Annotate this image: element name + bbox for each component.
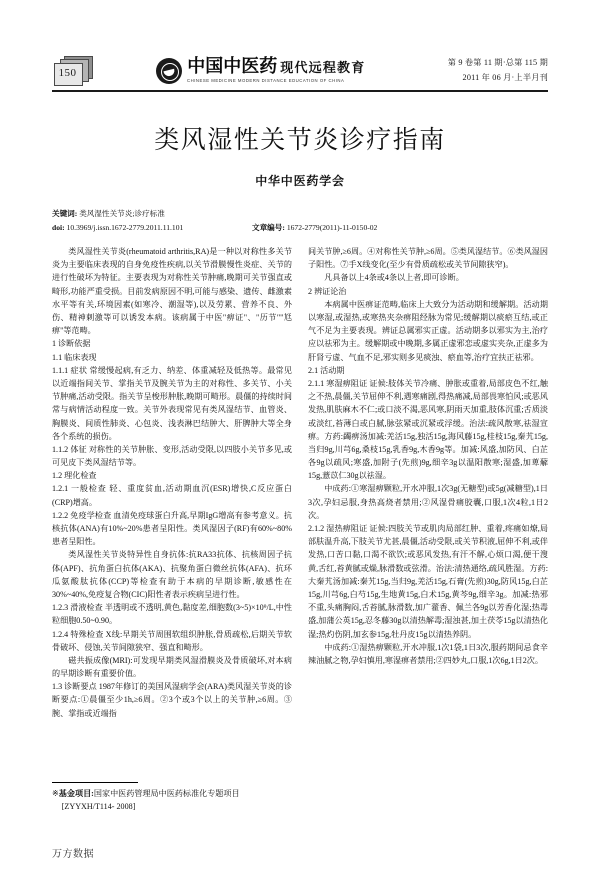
journal-name-secondary: 现代远程教育 (280, 61, 366, 77)
footnote-label: 基金项目: (58, 788, 94, 798)
article-id-value: 1672-2779(2011)-11-0150-02 (286, 223, 378, 233)
issue-info (448, 56, 548, 85)
funding-footnote (52, 782, 292, 815)
article-metadata (52, 207, 548, 235)
paragraph: 磁共振成像(MRI):可发现早期类风湿滑膜炎及骨质破坏,对本病的早期诊断有重要价值。 (52, 655, 292, 679)
journal-page (0, 24, 600, 874)
paragraph: 1.2.4 特殊检查 X线:早期关节周围软组织肿胀,骨质疏松,后期关节软骨破坏、侵蚀,关节间隙狭窄、强直和畸形。 (52, 629, 292, 652)
column-right (308, 245, 548, 790)
masthead-divider (52, 90, 548, 92)
paragraph: 1.2.3 滑液检查 半透明或不透明,黄色,黏度差,细胞数(3~5)×10⁹/L,中性粒细胞0.50~0.90。 (52, 603, 292, 626)
doi-value: 10.3969/j.issn.1672-2779.2011.11.101 (66, 223, 184, 233)
keywords-label: 关键词: (52, 209, 78, 218)
paragraph: 1.1.2 体征 对称性的关节肿胀、变形,活动受限,以四肢小关节多见,或可见皮下类风湿结节等。 (52, 444, 292, 468)
paragraph: 间关节肿,≥6周。④对称性关节肿,≥6周。⑤类风湿结节。⑥类风湿因子阳性。⑦手X线变化(至少有骨质疏松或关节间隙狭窄)。 (308, 247, 548, 270)
page-number: 150 (58, 67, 77, 79)
issue-date-line: 2011 年 06 月·上半月刊 (462, 72, 548, 82)
article-author: 中华中医药学会 (255, 174, 345, 188)
footnote-code: [ZYYXH/T114- 2008] (61, 802, 136, 812)
keywords-value: 类风湿性关节炎;诊疗标准 (79, 209, 165, 218)
article-title: 类风湿性关节炎诊疗指南 (154, 125, 446, 154)
doi-and-id-row (52, 221, 548, 235)
paragraph: 2.1.1 寒湿痹阻证 证候:肢体关节冷痛、肿胀或重着,局部皮色不红,触之不热,晨僵,关节屈伸不利,遇寒痛剧,得热痛减,局部畏寒怕风;或恶风发热,肌肤麻木不仁;或口淡不渴,恶风寒,阴雨天加重,肢体沉重;舌质淡或淡红,苔薄白或白腻,脉弦紧或沉紧或浮缓。治法:疏风散寒,祛湿宣痹。方药:蠲痹汤加减:羌活15g,独活15g,海风藤15g,桂枝15g,秦艽15g,当归9g,川芎6g,桑枝15g,乳香9g,木香9g等。加减:风盛,加防风、白芷各9g以疏风;寒盛,加附子(先煎)9g,细辛3g以温阳散寒;湿盛,加萆薢15g,薏苡仁30g以祛湿。 (308, 378, 548, 481)
paragraph: 本病属中医痹证范畴,临床上大致分为活动期和缓解期。活动期以寒湿,或湿热,或寒热夹杂痹阻经脉为常见;缓解期以痰瘀互结,或正气不足为主要表现。辨证总属邪实正虚。活动期多以邪实为主,治疗应以祛邪为主。缓解期或中晚期,多属正虚邪恋或虚实夹杂,正虚多为肝肾亏虚、气血不足,邪实则多见痰浊、瘀血等,治疗宜扶正祛邪。 (308, 299, 548, 362)
masthead (52, 24, 548, 86)
paragraph: 凡具备以上4条或4条以上者,即可诊断。 (324, 273, 464, 283)
section-heading: 1 诊断依据 (52, 339, 91, 349)
section-heading: 2 辨证论治 (308, 286, 347, 296)
paragraph: 类风湿性关节炎特异性自身抗体:抗RA33抗体、抗核周因子抗体(APF)、抗角蛋白抗体(AKA)、抗聚角蛋白微丝抗体(AFA)、抗环瓜氨酸肽抗体(CCP)等检查有助于本病的早期诊断,敏感性在30%~40%,免疫复合物(CIC)阳性者表示疾病呈进行性。 (52, 550, 292, 599)
paragraph: 中成药:①湿热痹颗粒,开水冲服,1次1袋,1日3次,服药期间忌食辛辣油腻之物,孕妇慎用,寒湿痹者禁用;②四妙丸,口服,1次6g,1日2次。 (308, 642, 548, 665)
database-watermark: 万方数据 (52, 849, 94, 860)
section-heading: 1.2 理化检查 (52, 471, 97, 481)
paragraph: 类风湿性关节炎(rheumatoid arthritis,RA)是一种以对称性多关节炎为主要临床表现的自身免疫性疾病,以关节滑膜慢性炎症、关节的进行性破坏为特征。主要表现为对称性关节肿痛,晚期可关节强直或畸形,功能严重受损。目前发病原因不明,可能与感染、遗传、雌激素水平等有关,环境因素(如寒冷、潮湿等),以及劳累、营养不良、外伤、精神刺激等可以诱发本病。该病属于中医"痹证"、"历节""尪痹"等范畴。 (52, 247, 292, 336)
footnote-text: 国家中医药管理局中医药标准化专题项目 (93, 788, 240, 798)
section-heading: 2.1 活动期 (308, 365, 345, 375)
paragraph: 1.3 诊断要点 1987年修订的美国风湿病学会(ARA)类风湿关节炎的诊断要点:①晨僵至少1h,≥6周。②3个或3个以上的关节肿,≥6周。③腕、掌指或近端指 (52, 682, 292, 718)
article-id-label: 文章编号: (252, 223, 285, 233)
journal-name-english: CHINESE MEDICINE MODERN DISTANCE EDUCATION OF CHINA (187, 78, 345, 84)
volume-issue-line: 第 9 卷第 11 期·总第 115 期 (447, 58, 548, 68)
journal-masthead-logo (156, 58, 365, 84)
article-body (52, 245, 548, 790)
journal-title-block (187, 58, 365, 83)
paragraph: 1.2.1 一般检查 轻、重度贫血,活动期血沉(ESR)增快,C反应蛋白(CRP)增高。 (52, 484, 292, 507)
paragraph: 中成药:①寒湿痹颗粒,开水冲服,1次3g(无糖型)或5g(减糖型),1日3次,孕妇忌服,身热高烧者禁用;②风湿骨痛胶囊,口服,1次4粒,1日2次。 (308, 484, 548, 520)
journal-emblem-icon (156, 58, 182, 84)
footnote-marker: ※ (52, 788, 59, 798)
footnote-divider (52, 782, 138, 783)
column-left (52, 245, 292, 790)
keywords-row (52, 207, 548, 221)
paragraph: 1.1.1 症状 常缓慢起病,有乏力、纳差、体重减轻及低热等。最常见以近端指间关节、掌指关节及腕关节为主的对称性、多关节、小关节肿痛,活动受限。指关节呈梭形肿胀,晚期可畸形。晨僵的持续时间常与病情活动程度一致。关节外表现常见有类风湿结节、血管炎、胸膜炎、间质性肺炎、心包炎、浅表淋巴结肿大、肝脾肿大等全身各个系统的损伤。 (52, 365, 292, 441)
section-heading: 1.1 临床表现 (52, 352, 97, 362)
paragraph: 1.2.2 免疫学检查 血清免疫球蛋白升高,早期IgG增高有参考意义。抗核抗体(ANA)有10%~20%患者呈阳性。类风湿因子(RF)有60%~80%患者呈阳性。 (52, 510, 292, 547)
paragraph: 2.1.2 湿热痹阻证 证候:四肢关节或肌肉局部红肿、重着,疼痛如燎,局部肤温升高,下肢关节尤甚,晨僵,活动受限,或关节积液,屈伸不利,或伴发热,口苦口黏,口渴不欲饮;或恶风发热,有汗不解,心烦口渴,便干溲黄,舌红,苔黄腻或燥,脉滑数或弦滑。治法:清热通络,疏风胜湿。方药:大秦艽汤加减:秦艽15g,当归9g,羌活15g,石膏(先煎)30g,防风15g,白芷15g,川芎6g,白芍15g,生地黄15g,白术15g,黄芩9g,细辛3g。加减:热邪不重,头痛胸闷,舌苔腻,脉滑数,加广藿香、佩兰各9g以芳香化湿;热毒盛,加蒲公英15g,忍冬藤30g以清热解毒;湿浊甚,加土茯苓15g以清热化湿;热灼伤阴,加玄参15g,牡丹皮15g以清热养阴。 (308, 524, 548, 639)
journal-name-primary: 中国中医药 (187, 56, 278, 78)
page-number-stack (52, 56, 96, 86)
footnote-line (52, 787, 292, 801)
doi-label: doi: (52, 223, 65, 233)
